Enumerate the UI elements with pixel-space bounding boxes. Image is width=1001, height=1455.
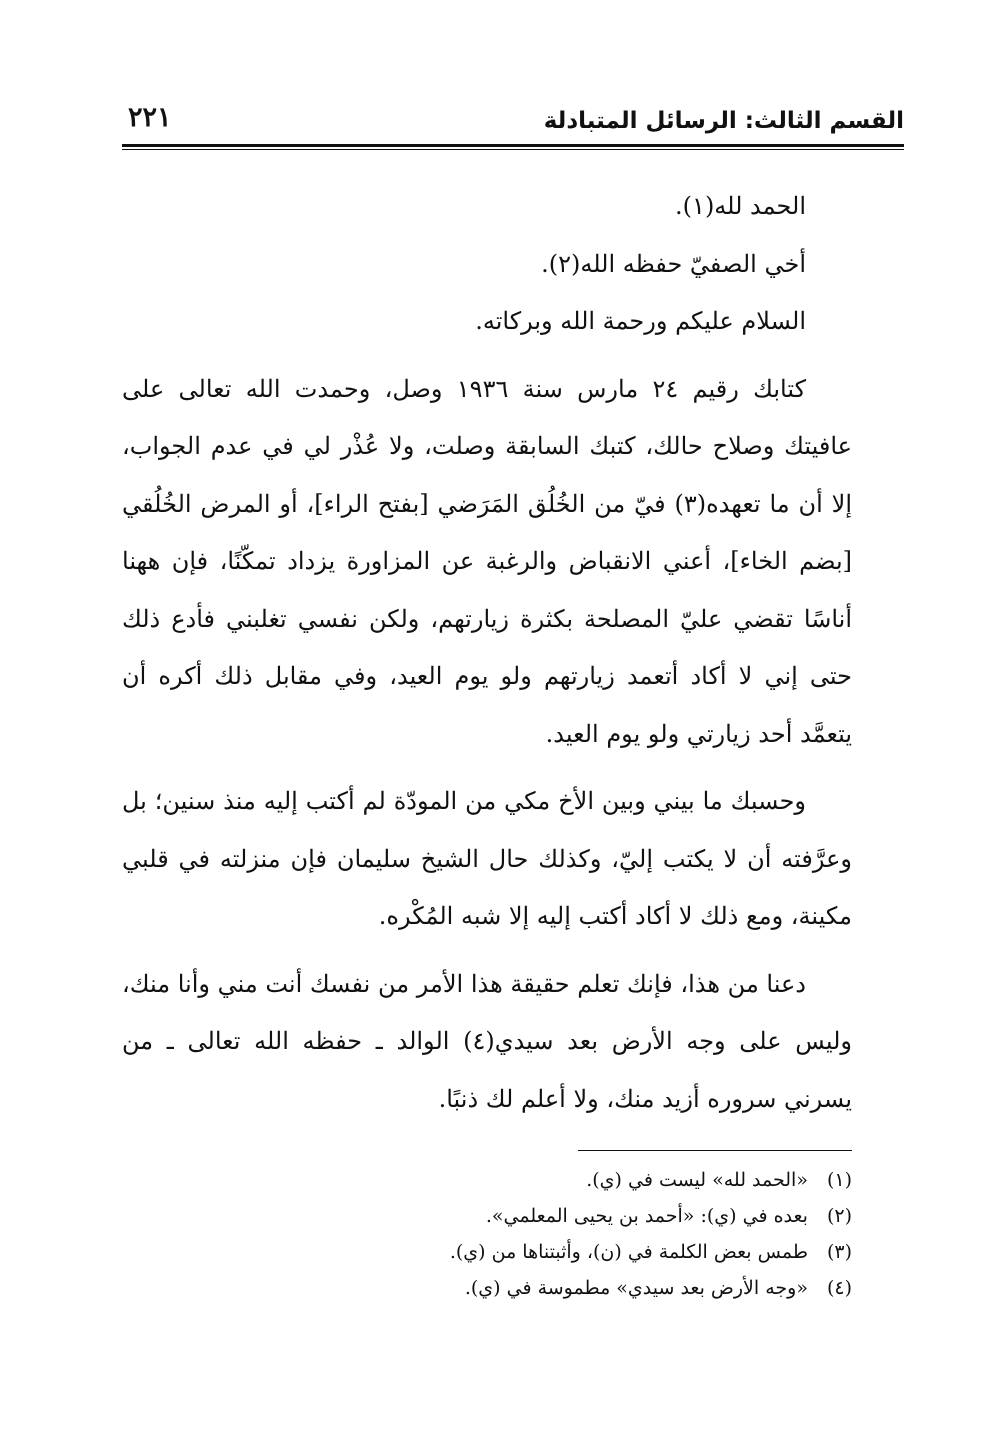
letter-body <box>122 178 852 1128</box>
footnote-number: (٣) <box>826 1241 852 1263</box>
page-header <box>122 100 904 150</box>
salutation-line: السلام عليكم ورحمة الله وبركاته. <box>475 307 806 335</box>
header-rule-thin <box>122 149 904 150</box>
footnote-text: بعده في (ي): «أحمد بن يحيى المعلمي». <box>485 1205 808 1227</box>
footnote-item <box>122 1234 852 1270</box>
running-title: القسم الثالث: الرسائل المتبادلة <box>543 108 904 134</box>
footnote-item <box>122 1198 852 1234</box>
salutation-line: الحمد لله(١). <box>675 192 806 220</box>
footnote-item <box>122 1162 852 1198</box>
footnote-text: «وجه الأرض بعد سيدي» مطموسة في (ي). <box>464 1277 808 1299</box>
footnote-list <box>122 1162 852 1306</box>
footnote-text: «الحمد لله» ليست في (ي). <box>586 1169 808 1191</box>
footnote-item <box>122 1270 852 1306</box>
letter-paragraph: كتابك رقيم ٢٤ مارس سنة ١٩٣٦ وصل، وحمدت الله تعالى على عافيتك وصلاح حالك، كتبك السابقة وصلت، ولا عُذْر لي في عدم الجواب، إلا أن ما تعهده(٣) فيّ من الخُلُق المَرَضي [بفتح الراء]، أو المرض الخُلُقي [بضم الخاء]، أعني الانقباض والرغبة عن المزاورة يزداد تمكّنًا، فإن ههنا أناسًا تقضي عليّ المصلحة بكثرة زيارتهم، ولكن نفسي تغلبني فأدع ذلك حتى إني لا أكاد أتعمد زيارتهم ولو يوم العيد، وفي مقابل ذلك أكره أن يتعمَّد أحد زيارتي ولو يوم العيد. <box>122 374 852 748</box>
footnote-number: (٤) <box>826 1277 852 1299</box>
header-rule <box>122 144 904 147</box>
page-number: ٢٢١ <box>128 102 172 133</box>
letter-paragraph: وحسبك ما بيني وبين الأخ مكي من المودّة لم أكتب إليه منذ سنين؛ بل وعرَّفته أن لا يكتب إليّ، وكذلك حال الشيخ سليمان فإن منزلته في قلبي مكينة، ومع ذلك لا أكاد أكتب إليه إلا شبه المُكْره. <box>122 787 852 930</box>
footnote-separator <box>578 1150 852 1151</box>
footnote-number: (١) <box>826 1169 852 1191</box>
footnote-text: طمس بعض الكلمة في (ن)، وأثبتناها من (ي). <box>449 1241 808 1263</box>
footnote-number: (٢) <box>826 1205 852 1227</box>
salutation-line: أخي الصفيّ حفظه الله(٢). <box>541 249 806 278</box>
letter-paragraph: دعنا من هذا، فإنك تعلم حقيقة هذا الأمر من نفسك أنت مني وأنا منك، وليس على وجه الأرض بعد سيدي(٤) الوالد ـ حفظه الله تعالى ـ من يسرني سروره أزيد منك، ولا أعلم لك ذنبًا. <box>122 969 852 1113</box>
